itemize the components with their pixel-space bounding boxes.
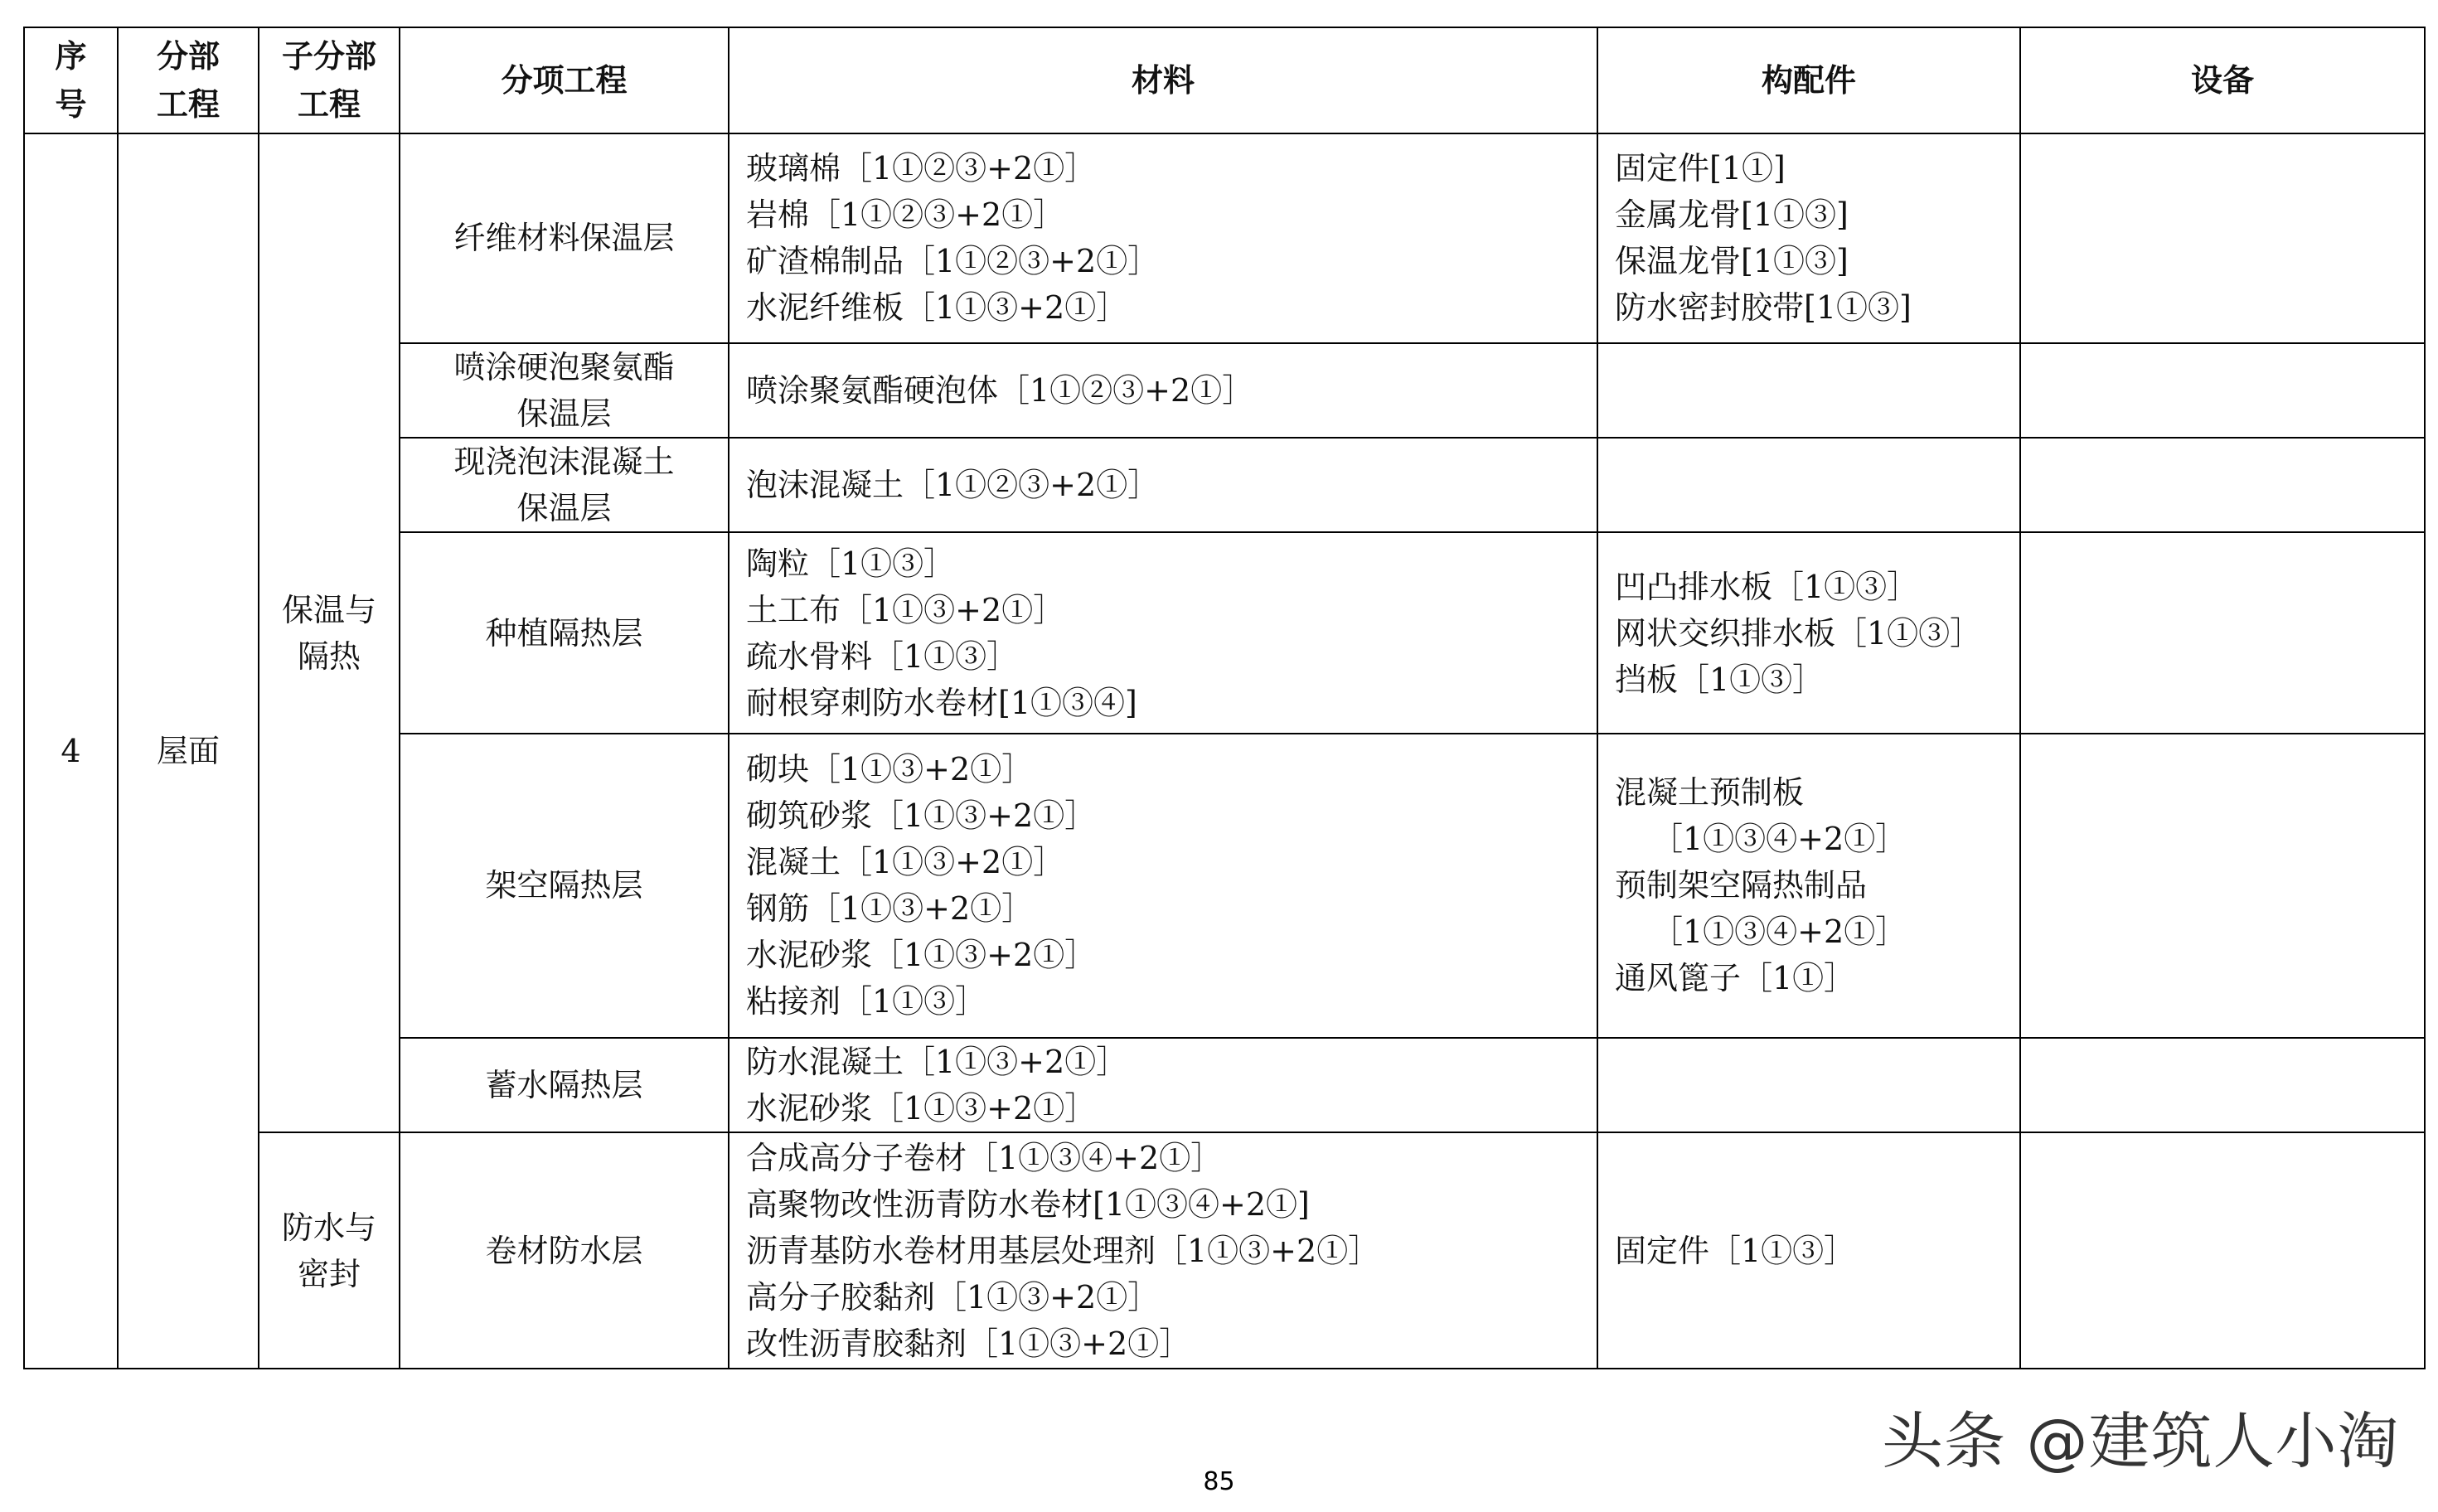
component-entry: 金属龙骨[1①③] [1615,196,1849,234]
item-cell [400,734,729,1038]
material-entry: 改性沥青胶黏剂［1①③+2①］ [746,1325,1191,1362]
material-entry: 防水混凝土［1①③+2①］ [746,1044,1128,1081]
spec-table [23,27,2426,1369]
components-cell [1597,438,2020,532]
materials-cell [729,1038,1597,1132]
material-entry: 玻璃棉［1①②③+2①］ [746,150,1097,187]
material-entry: 高聚物改性沥青防水卷材[1①③④+2①] [746,1185,1310,1223]
equipment-cell [2020,734,2425,1038]
header-subdivision: 子分部 工程 [259,27,400,133]
table-row [24,1132,2425,1369]
materials-cell [729,734,1597,1038]
component-entry: 保温龙骨[1①③] [1615,243,1849,280]
components-cell [1597,734,2020,1038]
material-entry: 砌筑砂浆［1①③+2①］ [746,797,1097,835]
component-entry: 凹凸排水板［1①③］ [1615,568,1919,605]
item-cell [400,1038,729,1132]
component-entry: 防水密封胶带[1①③] [1615,289,1912,327]
header-components: 构配件 [1597,27,2020,133]
material-entry: 耐根穿刺防水卷材[1①③④] [746,684,1137,721]
components-cell [1597,532,2020,734]
item-name-line: 纤维材料保温层 [453,220,675,257]
header-seq: 序 号 [24,27,118,133]
page-number: 85 [1203,1467,1235,1496]
equipment-cell [2020,1132,2425,1369]
material-entry: 高分子胶黏剂［1①③+2①］ [746,1278,1160,1316]
equipment-cell [2020,1038,2425,1132]
item-cell [400,133,729,343]
materials-cell [729,1132,1597,1369]
item-name-line: 喷涂硬泡聚氨酯 [453,348,675,385]
equipment-cell [2020,133,2425,343]
item-cell [400,532,729,734]
material-entry: 岩棉［1①②③+2①］ [746,196,1065,234]
item-name-line: 蓄水隔热层 [485,1067,643,1104]
component-entry: ［1①③④+2①］ [1651,821,1907,858]
equipment-cell [2020,438,2425,532]
materials-cell [729,438,1597,532]
component-entry: 挡板［1①③］ [1615,661,1825,698]
material-entry: 矿渣棉制品［1①②③+2①］ [746,243,1160,280]
header-materials: 材料 [729,27,1597,133]
components-cell [1597,343,2020,438]
equipment-cell [2020,343,2425,438]
header-item: 分项工程 [400,27,729,133]
material-entry: 合成高分子卷材［1①③④+2①］ [746,1139,1223,1176]
equipment-cell [2020,532,2425,734]
material-entry: 水泥砂浆［1①③+2①］ [746,1090,1097,1127]
header-division: 分部 工程 [118,27,259,133]
component-entry: 预制架空隔热制品 [1615,867,1868,904]
components-cell [1597,133,2020,343]
materials-cell [729,343,1597,438]
item-name-line: 现浇泡沫混凝土 [453,443,675,481]
material-entry: 粘接剂［1①③］ [746,983,987,1020]
materials-cell [729,133,1597,343]
material-entry: 混凝土［1①③+2①］ [746,844,1065,881]
subdivision-cell-insulation: 保温与 隔热 [259,133,400,1132]
component-entry: ［1①③④+2①］ [1651,914,1907,951]
components-cell [1597,1038,2020,1132]
component-entry: 固定件［1①③］ [1615,1232,1856,1269]
material-entry: 土工布［1①③+2①］ [746,591,1065,628]
table-row [24,133,2425,343]
item-cell [400,343,729,438]
item-cell [400,438,729,532]
material-entry: 沥青基防水卷材用基层处理剂［1①③+2①］ [746,1232,1380,1269]
header-equipment: 设备 [2020,27,2425,133]
component-entry: 通风篦子［1①］ [1615,960,1856,997]
item-name-line: 卷材防水层 [485,1232,643,1269]
material-entry: 疏水骨料［1①③］ [746,637,1019,675]
material-entry: 陶粒［1①③］ [746,545,956,582]
item-name-line: 保温层 [516,490,612,527]
division-cell: 屋面 [118,133,259,1369]
material-entry: 水泥纤维板［1①③+2①］ [746,289,1128,327]
material-entry: 钢筋［1①③+2①］ [746,890,1034,928]
material-entry: 砌块［1①③+2①］ [746,751,1034,788]
material-entry: 水泥砂浆［1①③+2①］ [746,937,1097,974]
item-name-line: 保温层 [516,395,612,432]
material-entry: 泡沫混凝土［1①②③+2①］ [746,467,1160,504]
item-name-line: 架空隔热层 [485,867,643,904]
item-cell [400,1132,729,1369]
subdivision-cell-waterproof: 防水与 密封 [259,1132,400,1369]
components-cell [1597,1132,2020,1369]
materials-cell [729,532,1597,734]
item-name-line: 种植隔热层 [485,614,643,652]
component-entry: 网状交织排水板［1①③］ [1615,614,1982,652]
component-entry: 固定件[1①] [1615,150,1786,187]
component-entry: 混凝土预制板 [1615,774,1805,812]
seq-cell: 4 [24,133,118,1369]
material-entry: 喷涂聚氨酯硬泡体［1①②③+2①］ [746,371,1254,409]
header-row [24,27,2425,133]
watermark: 头条 @建筑人小淘 [1882,1406,2400,1477]
